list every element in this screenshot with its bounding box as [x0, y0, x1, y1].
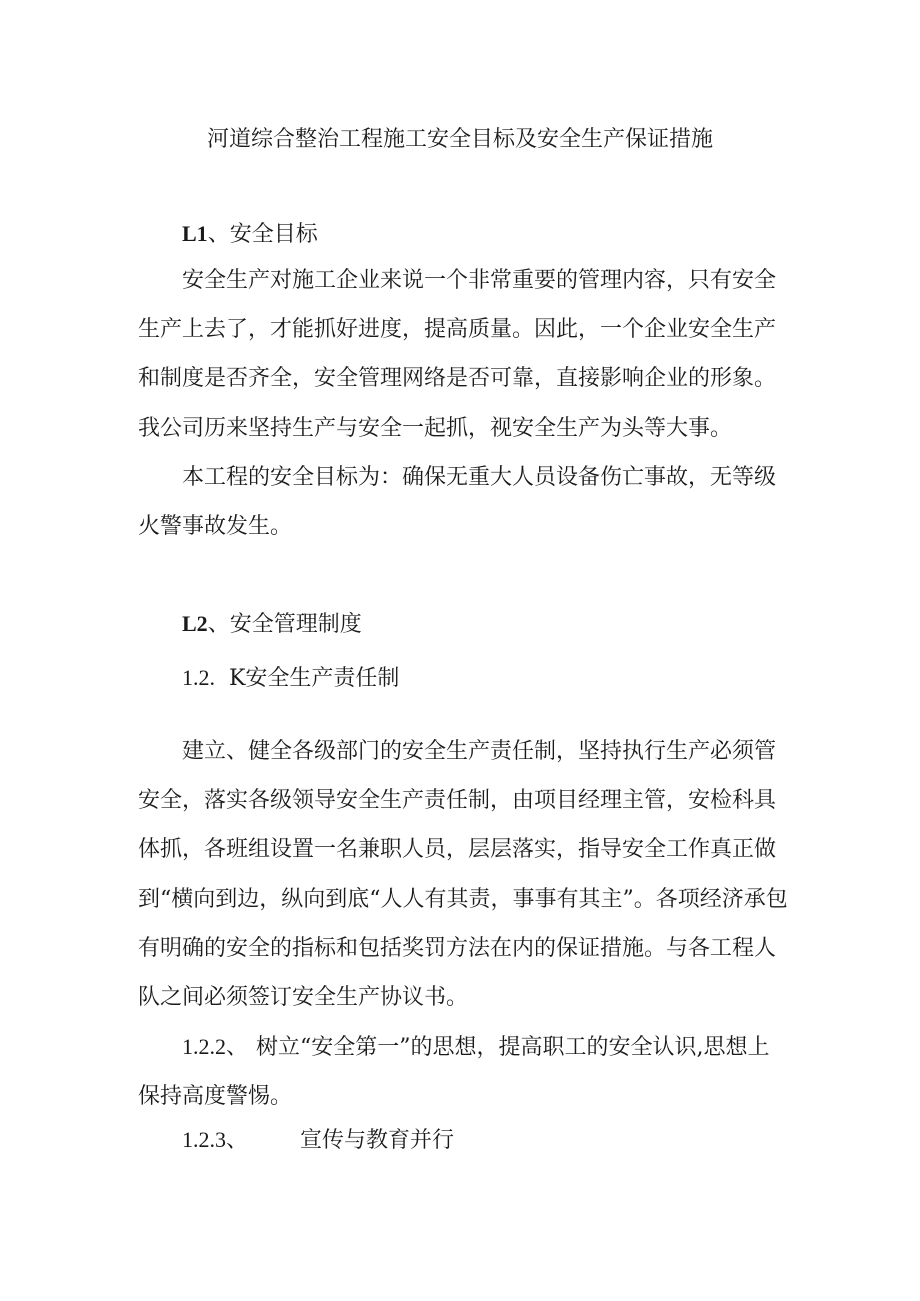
section-1-number: L1: [182, 221, 208, 246]
paragraph-responsibility-system: 建立、健全各级部门的安全生产责任制，坚持执行生产必须管安全，落实各级领导安全生产责任制，由项目经理主管，安检科具体抓，各班组设置一名兼职人员，层层落实，指导安全工作真正做到“横向到边，纵向到底“人人有其责，事事有其主”。各项经济承包有明确的安全的指标和包括奖罚方法在内的保证措施。与各工程人队之间必须签订安全生产协议书。: [138, 739, 788, 1011]
subsection-3-title: 宣传与教育并行: [300, 1128, 455, 1153]
document-title: 河道综合整治工程施工安全目标及安全生产保证措施: [206, 127, 713, 152]
paragraph-safety-goal: 本工程的安全目标为：确保无重大人员设备伤亡事故，无等级火警事故发生。: [138, 464, 777, 540]
subsection-2-text: 树立“安全第一”的思想，提高职工的安全认识,思想上保持高度警惕。: [138, 1035, 770, 1110]
section-1-body: [138, 256, 788, 551]
subsection-1-heading: [182, 662, 399, 695]
paragraph-safety-importance: 安全生产对施工企业来说一个非常重要的管理内容，只有安全生产上去了，才能抓好进度，提高质量。因此，一个企业安全生产和制度是否齐全，安全管理网络是否可靠，直接影响企业的形象。我公司历来坚持生产与安全一起抓，视安全生产为头等大事。: [138, 268, 777, 441]
section-1-heading: [182, 218, 318, 251]
subsection-1-title: K安全生产责任制: [229, 666, 400, 691]
section-2-heading: [182, 608, 362, 641]
subsection-2-number: 1.2.2、: [182, 1034, 249, 1060]
paragraph-safety-first: [138, 1022, 788, 1121]
subsection-3-number: 1.2.3、: [182, 1127, 249, 1152]
section-2-title: 、安全管理制度: [207, 612, 362, 637]
section-1-title: 、安全目标: [207, 222, 318, 247]
subsection-1-number: 1.2.: [182, 665, 215, 690]
subsection-1-body: [138, 727, 788, 1122]
subsection-3-heading: [182, 1124, 454, 1157]
section-2-number: L2: [182, 611, 208, 636]
